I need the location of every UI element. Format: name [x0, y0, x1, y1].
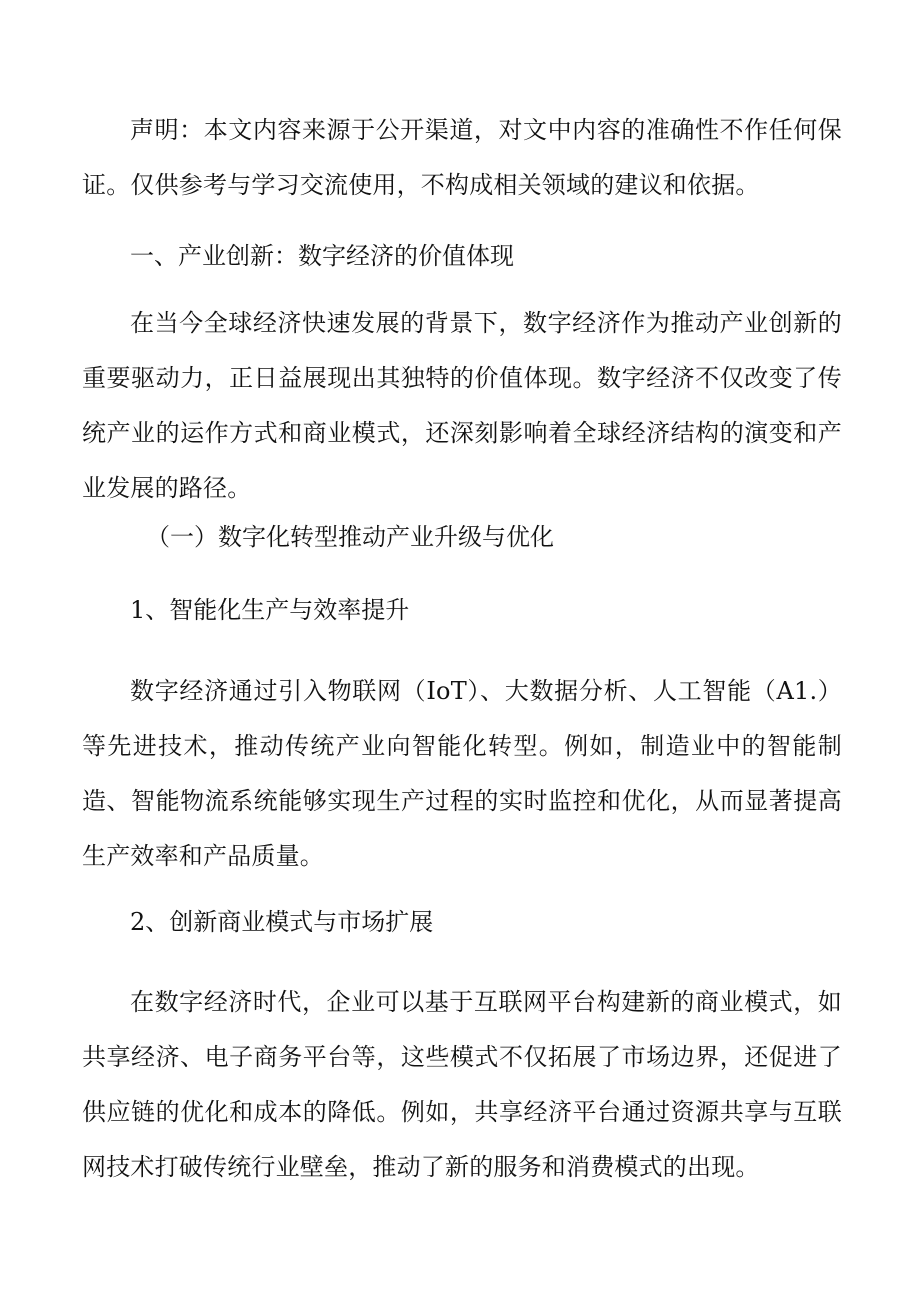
- item-paragraph-2: 在数字经济时代，企业可以基于互联网平台构建新的商业模式，如共享经济、电子商务平台等，这些模式不仅拓展了市场边界，还促进了供应链的优化和成本的降低。例如，共享经济平台通过资源共享与互联网技术打破传统行业壁垒，推动了新的服务和消费模式的出现。: [82, 988, 842, 1181]
- item-heading-1: 1、智能化生产与效率提升: [130, 596, 410, 624]
- item-paragraph-1: 数字经济通过引入物联网（IoT）、大数据分析、人工智能（A1.）等先进技术，推动传统产业向智能化转型。例如，制造业中的智能制造、智能物流系统能够实现生产过程的实时监控和优化，从而显著提高生产效率和产品质量。: [82, 677, 842, 870]
- disclaimer-paragraph: 声明：本文内容来源于公开渠道，对文中内容的准确性不作任何保证。仅供参考与学习交流使用，不构成相关领域的建议和依据。: [82, 116, 842, 199]
- section-paragraph: 在当今全球经济快速发展的背景下，数字经济作为推动产业创新的重要驱动力，正日益展现出其独特的价值体现。数字经济不仅改变了传统产业的运作方式和商业模式，还深刻影响着全球经济结构的演变和产业发展的路径。: [82, 309, 842, 502]
- section-heading: 一、产业创新：数字经济的价值体现: [130, 242, 514, 270]
- subsection-heading: （一）数字化转型推动产业升级与优化: [146, 523, 554, 551]
- item-heading-2: 2、创新商业模式与市场扩展: [130, 908, 434, 936]
